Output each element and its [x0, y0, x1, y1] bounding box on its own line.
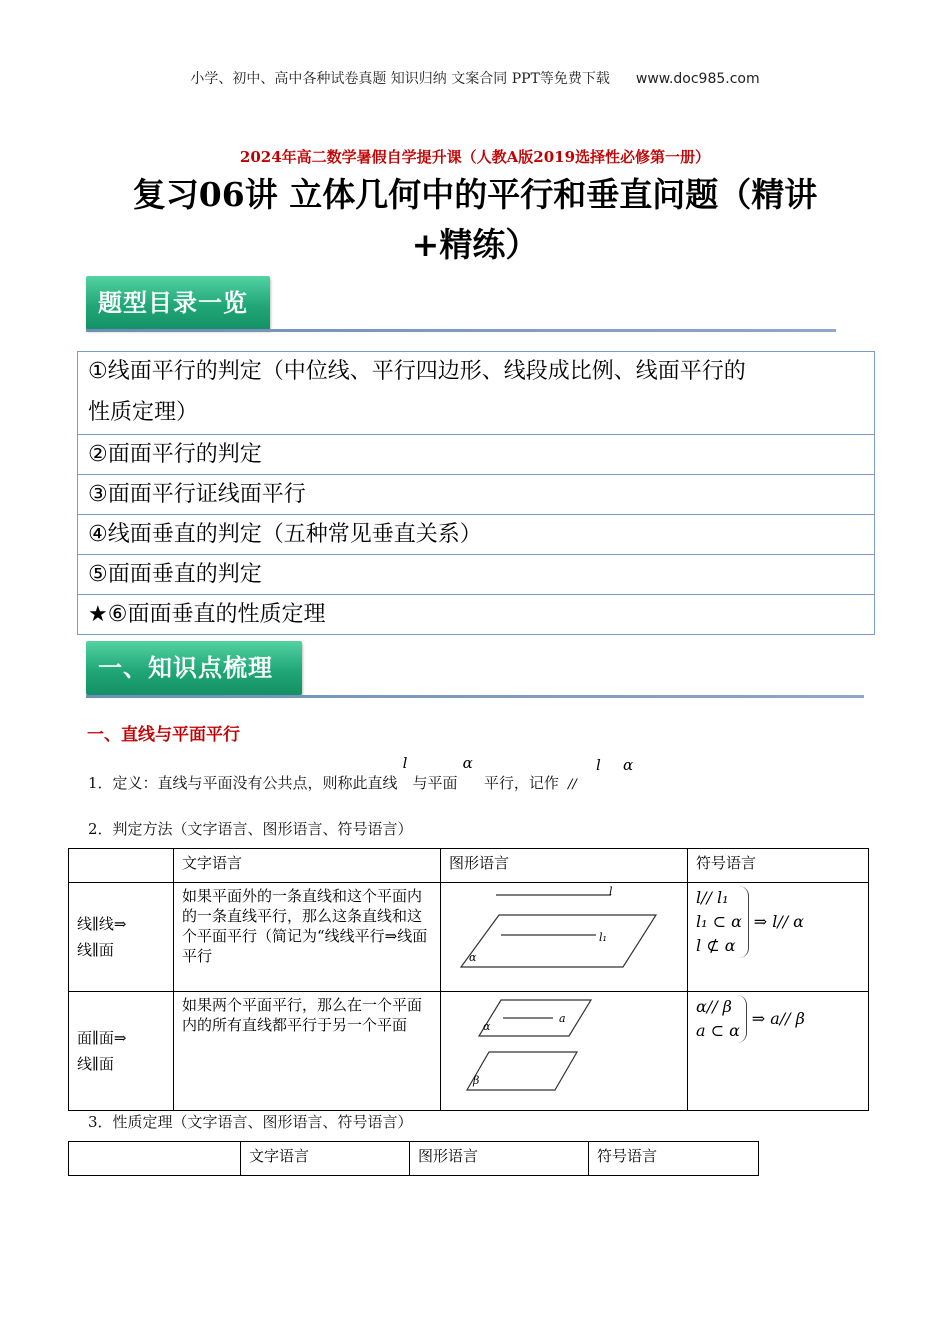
toc-item-6[interactable]: ★⑥面面垂直的性质定理	[88, 602, 326, 627]
row-name-a: 线∥线⇒	[77, 915, 127, 933]
table-header-row	[69, 1142, 759, 1176]
section-title-line-plane-parallel: 一、直线与平面平行	[87, 725, 240, 745]
table-header-cell: 符号语言	[589, 1142, 759, 1176]
def-sym-alpha2: α	[623, 756, 634, 774]
table-header-cell: 图形语言	[410, 1142, 589, 1176]
toc-item-2[interactable]: ②面面平行的判定	[78, 435, 874, 475]
plane-beta	[467, 1052, 577, 1090]
row-name-b: 线∥面	[77, 1055, 114, 1073]
table-header-cell	[69, 1142, 241, 1176]
toc-item-1a[interactable]: ①线面平行的判定（中位线、平行四边形、线段成比例、线面平行的	[88, 359, 746, 384]
table-header-cell: 符号语言	[688, 849, 869, 883]
banner-knowledge: 一、知识点梳理	[86, 641, 302, 695]
symbol-result: ⇒ a// β	[751, 1009, 805, 1028]
title-line-1: 复习06讲 立体几何中的平行和垂直问题（精讲	[132, 175, 818, 214]
def-sym-alpha: α	[462, 754, 473, 772]
label-a: a	[559, 1012, 566, 1025]
plane-plane-figure	[441, 992, 685, 1106]
def-text-b: 与平面	[412, 774, 458, 792]
symbol-line: α// β	[696, 997, 732, 1016]
table-row	[69, 883, 869, 992]
symbol-brace	[696, 995, 747, 1043]
row-figure	[441, 992, 688, 1111]
plane-alpha	[461, 915, 656, 967]
row-name-a: 面∥面⇒	[77, 1029, 127, 1047]
banner-toc-rule	[86, 329, 836, 332]
property-table	[68, 1141, 759, 1176]
header-text: 小学、初中、高中各种试卷真题 知识归纳 文案合同 PPT等免费下载	[190, 71, 610, 87]
table-header-row	[69, 849, 869, 883]
table-row	[69, 992, 869, 1111]
symbol-brace	[696, 886, 749, 958]
toc-item-1b[interactable]: 性质定理）	[78, 392, 874, 435]
def-text-a: 1．定义：直线与平面没有公共点，则称此直线	[88, 774, 398, 792]
toc-box	[77, 351, 875, 635]
page-header	[0, 68, 950, 88]
property-title: 3．性质定理（文字语言、图形语言、符号语言）	[88, 1113, 413, 1131]
toc-item-5[interactable]: ⑤面面垂直的判定	[78, 555, 874, 595]
row-text: 如果平面外的一条直线和这个平面内的一条直线平行，那么这条直线和这个平面平行（简记为“线线平行⇒线面平行	[174, 883, 441, 992]
header-url[interactable]: www.doc985.com	[635, 71, 760, 87]
row-figure	[441, 883, 688, 992]
table-header-cell: 文字语言	[174, 849, 441, 883]
course-subtitle: 2024年高二数学暑假自学提升课（人教A版2019选择性必修第一册）	[239, 148, 711, 166]
banner-knowledge-rule	[86, 695, 864, 698]
row-text: 如果两个平面平行，那么在一个平面内的所有直线都平行于另一个平面	[174, 992, 441, 1111]
table-header-cell: 图形语言	[441, 849, 688, 883]
label-alpha: α	[483, 1020, 491, 1033]
symbol-result: ⇒ l// α	[753, 912, 804, 931]
symbol-line: l// l₁	[696, 888, 729, 907]
label-l1: l₁	[599, 931, 607, 944]
row-name	[69, 992, 174, 1111]
banner-toc: 题型目录一览	[86, 276, 270, 330]
method-title: 2．判定方法（文字语言、图形语言、符号语言）	[88, 820, 413, 838]
row-symbol	[688, 992, 869, 1111]
line-plane-figure	[441, 883, 685, 987]
table-header-cell	[69, 849, 174, 883]
def-sym-parallel: //	[568, 777, 577, 792]
row-name-b: 线∥面	[77, 941, 114, 959]
symbol-line: l₁ ⊂ α	[696, 912, 742, 931]
def-sym-l2: l	[596, 756, 601, 774]
def-sym-l: l	[402, 754, 408, 772]
label-beta: β	[473, 1074, 480, 1087]
table-header-cell: 文字语言	[241, 1142, 410, 1176]
toc-item-3[interactable]: ③面面平行证线面平行	[78, 475, 874, 515]
def-text-c: 平行，记作	[483, 774, 559, 792]
symbol-line: l ⊄ α	[696, 936, 736, 955]
toc-item-4[interactable]: ④线面垂直的判定（五种常见垂直关系）	[78, 515, 874, 555]
symbol-line: a ⊂ α	[696, 1021, 740, 1040]
criteria-table	[68, 848, 869, 1111]
row-symbol	[688, 883, 869, 992]
page-title	[0, 170, 950, 270]
definition-line	[88, 754, 634, 793]
label-l: l	[609, 885, 613, 898]
title-line-2: +精练）	[411, 225, 539, 264]
label-alpha: α	[469, 951, 477, 964]
row-name	[69, 883, 174, 992]
